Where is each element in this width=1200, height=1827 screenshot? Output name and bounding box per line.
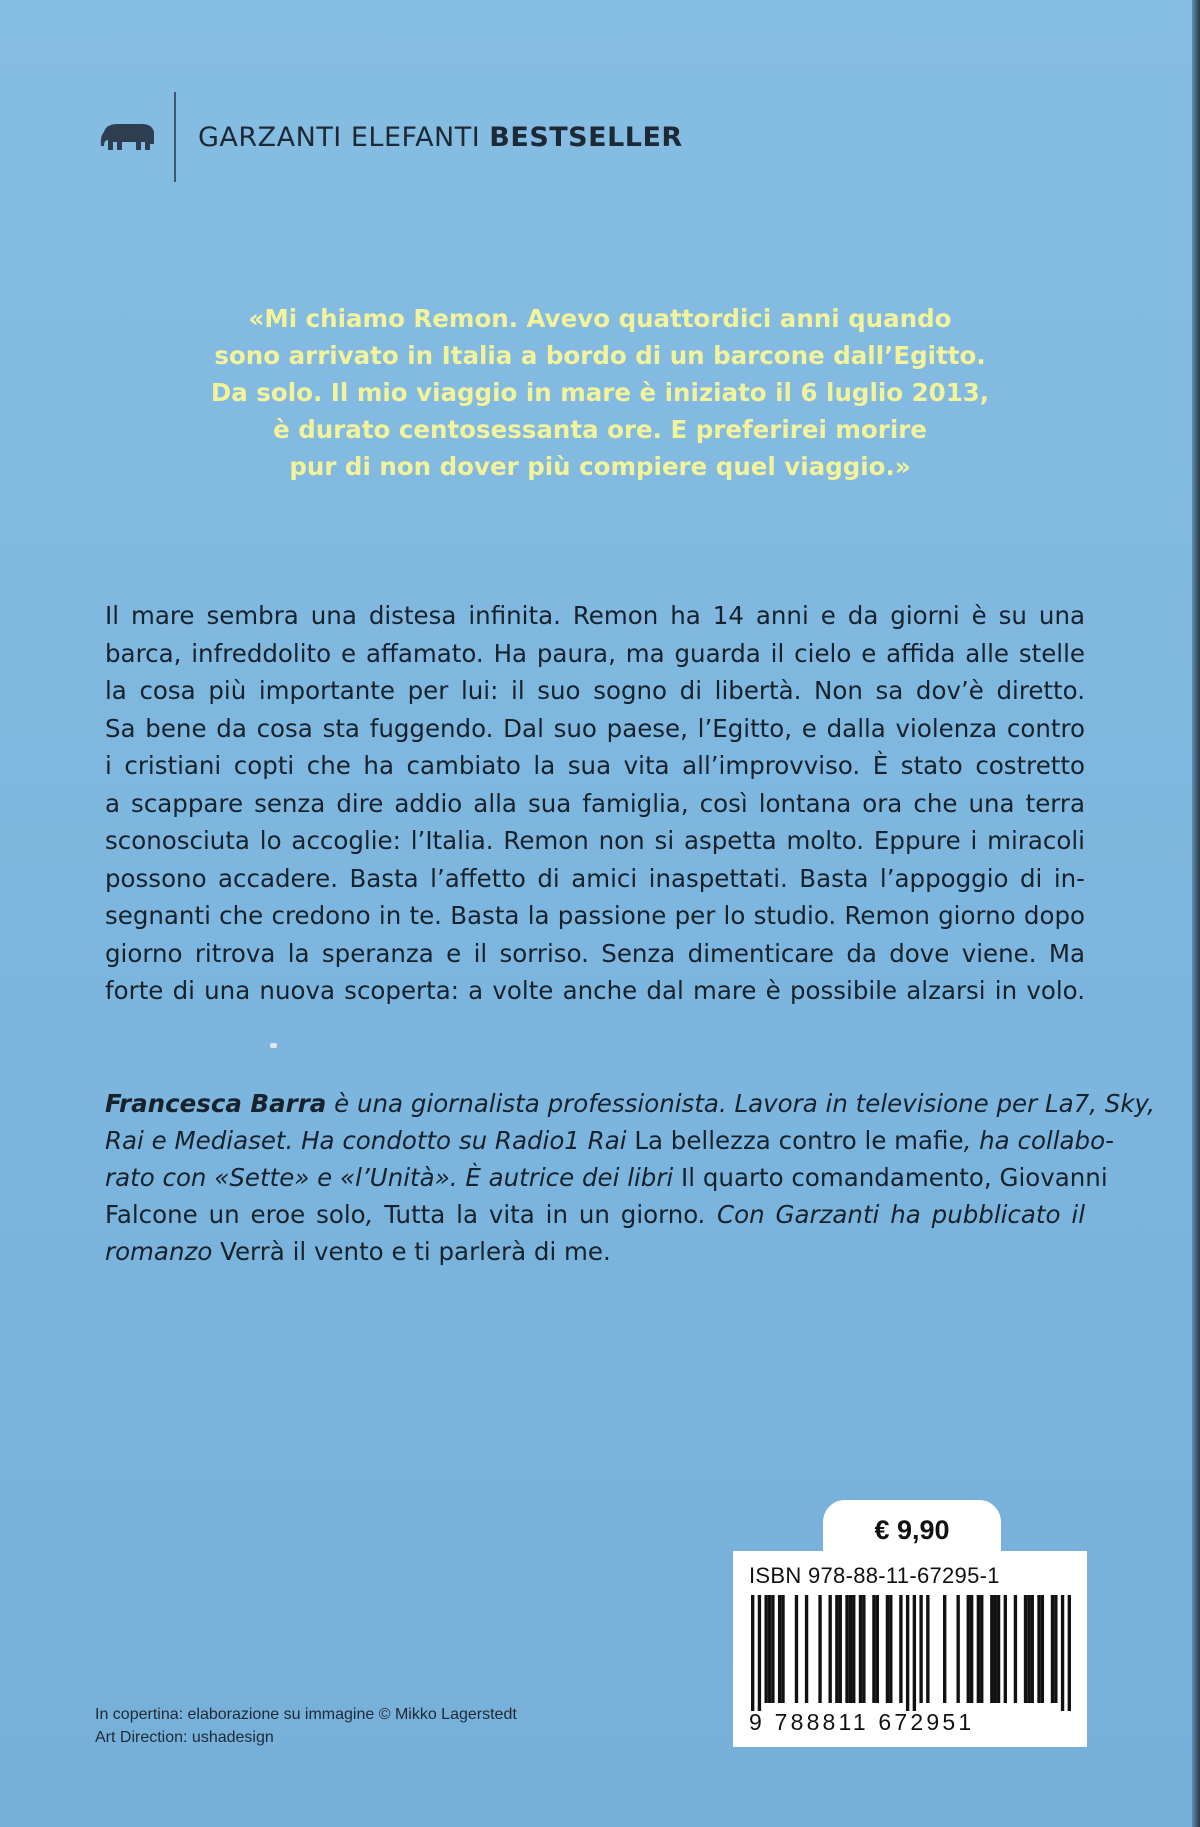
barcode-bar xyxy=(778,1595,781,1703)
author-name: Francesca Barra xyxy=(105,1089,327,1118)
barcode-bar xyxy=(956,1595,959,1703)
barcode-bar xyxy=(805,1595,808,1703)
barcode-bar xyxy=(899,1595,902,1703)
barcode-bar xyxy=(839,1595,842,1703)
bio-text: rato con «Sette» e «l’Unità». È autrice dei libri xyxy=(105,1163,674,1192)
barcode-bar xyxy=(970,1595,973,1703)
barcode-bar xyxy=(859,1595,862,1703)
bio-text: , xyxy=(365,1200,385,1229)
barcode-bar xyxy=(926,1595,929,1703)
synopsis-line: sconosciuta lo accoglie: l’Italia. Remon non si aspetta molto. Eppure i miracoli xyxy=(105,826,1085,855)
bio-line xyxy=(105,1085,1155,1122)
bio-text: , ha collabo- xyxy=(963,1126,1114,1155)
synopsis-line: possono accadere. Basta l’affetto di amici inaspettati. Basta l’appoggio di in- xyxy=(105,863,1085,893)
barcode-bar xyxy=(876,1595,879,1703)
pull-quote xyxy=(170,300,1030,485)
barcode-bar xyxy=(818,1595,821,1703)
header-divider xyxy=(174,92,176,182)
barcode-digits: 9 788811 672951 xyxy=(749,1709,975,1735)
elephant-icon xyxy=(98,120,156,154)
barcode-bar xyxy=(849,1595,852,1703)
isbn-label: ISBN 978-88-11-67295-1 xyxy=(749,1563,1000,1588)
barcode-bar xyxy=(845,1595,848,1703)
quote-line: pur di non dover più compiere quel viaggio.» xyxy=(289,452,911,481)
synopsis-line: i cristiani copti che ha cambiato la sua vita all’improvviso. È stato costretto xyxy=(105,751,1085,780)
book-title: Verrà il vento e ti parlerà di me. xyxy=(212,1237,611,1266)
price-label: € 9,90 xyxy=(874,1514,950,1545)
barcode-bar xyxy=(1068,1595,1071,1711)
cover-credit: In copertina: elaborazione su immagine © Mikko Lagerstedt xyxy=(95,1706,517,1723)
barcode-bar xyxy=(994,1595,997,1703)
bio-text: Rai e Mediaset. Ha condotto su Radio1 Rai xyxy=(105,1126,627,1155)
barcode-bar xyxy=(1004,1595,1007,1703)
synopsis-line: a scappare senza dire addio alla sua famiglia, così lontana ora che una terra xyxy=(105,788,1085,818)
barcode-bar xyxy=(1031,1595,1034,1703)
brand-prefix: GARZANTI ELEFANTI xyxy=(198,121,481,153)
bio-text: è una giornalista professionista. Lavora in televisione per La7, Sky, xyxy=(326,1089,1155,1118)
art-direction-credit: Art Direction: ushadesign xyxy=(95,1729,274,1746)
barcode-bar xyxy=(913,1595,916,1711)
bio-text: romanzo xyxy=(105,1237,213,1266)
barcode-bar xyxy=(1061,1595,1064,1711)
book-title: Tutta la vita in un giorno xyxy=(384,1200,699,1229)
barcode-icon xyxy=(751,1595,1071,1711)
barcode-bar xyxy=(977,1595,980,1703)
barcode-bar xyxy=(795,1595,798,1703)
barcode-bar xyxy=(980,1595,983,1703)
bio-line xyxy=(105,1233,1085,1270)
book-title: Falcone un eroe solo xyxy=(105,1200,366,1229)
barcode-bar xyxy=(1037,1595,1040,1703)
barcode-bar xyxy=(872,1595,875,1703)
bio-line xyxy=(105,1196,1085,1233)
barcode-bar xyxy=(1054,1595,1057,1703)
quote-line: Da solo. Il mio viaggio in mare è iniziato il 6 luglio 2013, xyxy=(210,378,990,407)
synopsis-line: la cosa più importante per lui: il suo sogno di libertà. Non sa dov’è diretto. xyxy=(105,676,1085,705)
barcode-bar xyxy=(852,1595,855,1703)
synopsis-line: segnanti che credono in te. Basta la passione per lo studio. Remon giorno dopo xyxy=(105,901,1085,930)
barcode-bar xyxy=(781,1595,784,1703)
synopsis-line: forte di una nuova scoperta: a volte anche dal mare è possibile alzarsi in volo. xyxy=(105,976,1085,1005)
barcode-bar xyxy=(768,1595,771,1703)
barcode-bar xyxy=(1041,1595,1044,1703)
barcode-bar xyxy=(862,1595,865,1703)
bio-line xyxy=(105,1122,1114,1159)
quote-line: è durato centosessanta ore. E preferirei morire xyxy=(273,415,927,444)
barcode-bar xyxy=(967,1595,970,1703)
barcode-bar xyxy=(1014,1595,1017,1703)
synopsis xyxy=(105,597,1085,1010)
barcode-bar xyxy=(828,1595,831,1703)
barcode-bar xyxy=(990,1595,993,1703)
print-speck xyxy=(270,1043,277,1048)
barcode-bar xyxy=(764,1595,767,1703)
bio-text: . Con Garzanti ha pubblicato il xyxy=(698,1200,1085,1229)
publisher-header xyxy=(98,92,683,182)
quote-line: «Mi chiamo Remon. Avevo quattordici anni quando xyxy=(248,304,952,333)
barcode-bar xyxy=(889,1595,892,1703)
barcode-bar xyxy=(758,1595,761,1711)
barcode-bar xyxy=(1051,1595,1054,1703)
barcode-bar xyxy=(771,1595,774,1703)
barcode-bar xyxy=(906,1595,909,1711)
barcode-bar xyxy=(886,1595,889,1703)
synopsis-line: giorno ritrova la speranza e il sorriso. Senza dimenticare da dove viene. Ma xyxy=(105,938,1085,968)
brand-series: BESTSELLER xyxy=(489,121,683,153)
barcode-bar xyxy=(997,1595,1000,1703)
bio-line xyxy=(105,1159,1108,1196)
barcode-bar xyxy=(751,1595,754,1711)
barcode-bar xyxy=(835,1595,838,1703)
synopsis-line: barca, infreddolito e affamato. Ha paura, ma guarda il cielo e affida alle stelle xyxy=(105,638,1085,668)
author-bio xyxy=(105,1085,1155,1270)
barcode-bar xyxy=(943,1595,946,1703)
synopsis-line: Sa bene da cosa sta fuggendo. Dal suo paese, l’Egitto, e dalla violenza contro xyxy=(105,713,1085,743)
barcode-bar xyxy=(1027,1595,1030,1703)
book-title: La bellezza contro le mafie xyxy=(626,1126,964,1155)
barcode-panel xyxy=(733,1551,1087,1747)
credits xyxy=(95,1703,517,1749)
cover-edge xyxy=(1192,0,1200,1827)
series-title xyxy=(198,122,683,153)
barcode-bar xyxy=(919,1595,922,1703)
book-title: Il quarto comandamento, Giovanni xyxy=(673,1163,1108,1192)
quote-line: sono arrivato in Italia a bordo di un barcone dall’Egitto. xyxy=(214,341,986,370)
synopsis-line: Il mare sembra una distesa infinita. Remon ha 14 anni e da giorni è su una xyxy=(105,601,1085,630)
barcode-bar xyxy=(1024,1595,1027,1703)
